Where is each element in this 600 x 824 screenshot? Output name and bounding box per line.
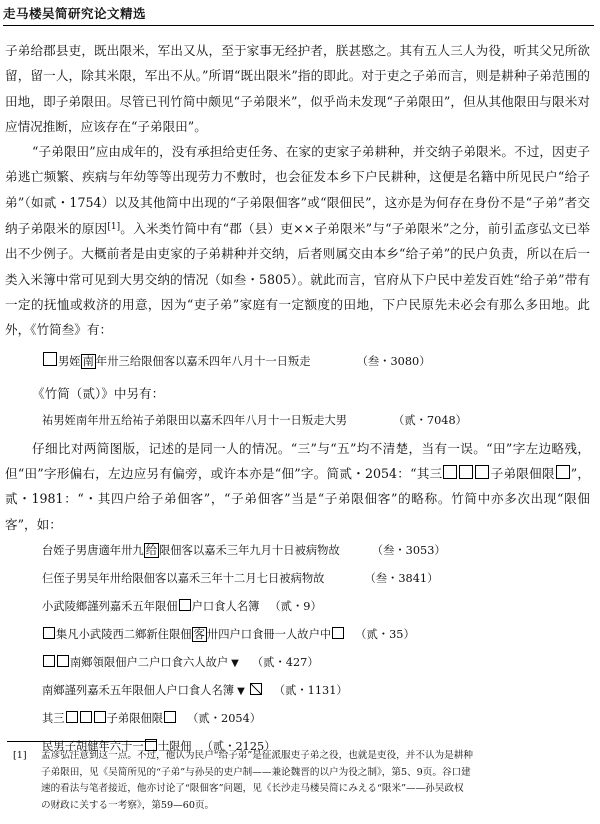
text-line: 子弟给郡县吏，既出限米，军出又从，至于家事无经护者，朕甚愍之。其有五人三人为役，听其 [5,43,540,58]
slip-reference: （贰・427） [251,656,319,670]
missing-char-box [57,655,69,667]
footnote-line: 孟彦弘注意到这一点。不过，他认为民户“给子弟”是征派服吏子弟之役，也就是吏役，并不认为是耕种 [41,750,473,761]
header-rule [3,25,594,26]
slip-text: 南鄉謹列嘉禾五年限佃人户口食人名簿 [42,684,235,698]
text-line: 子弟限佃限 [490,466,555,482]
footnote-marker[interactable]: [1] [107,222,121,233]
intro-line: 《竹简（贰）》中另有： [32,385,165,401]
missing-char-box [332,627,344,639]
text-line: 况（如叁・5805）。就此而言，官府从下户民中差发百姓“给子弟”带有一定的抚恤或救济的用 [5,271,590,312]
paragraph [5,436,590,537]
slip-text: 子弟限佃限 [106,712,164,726]
missing-char-box [443,465,457,479]
uncertain-char: 南 [82,354,94,368]
paragraph [5,139,590,342]
text-line: 是为何存在身份不是“子弟”者交纳子弟限米的原因 [5,194,590,237]
text-line: ”，贰・1981：“・其四户给子弟佃客”，“子弟佃客”当是“子弟限佃客”的略称。 [5,466,590,507]
slip-reference: （贰・9） [269,600,322,614]
text-line: “子弟限田”应由成年的，没有承担给吏任务、在家的吏家子弟耕种，并交纳子弟限米。不 [32,144,527,160]
slip-reference: （叁・3080） [356,354,431,368]
slip-text: 限佃客以嘉禾三年九月十日被病物故 [159,544,340,558]
footnote [5,748,588,814]
missing-char-box [459,465,473,479]
footnote-line: 速的看法与笔者接近，他亦讨论了“限佃客”问题，见《长沙走马楼吴简にみえる“限米”——孙吴政权 [41,783,464,794]
footnote-line: の财政に关する一考察》，第59—60页。 [41,799,215,811]
missing-char-box [179,599,191,611]
slip-text: 士限佃 [157,740,192,754]
missing-char-box [164,711,176,723]
slip-reference: （贰・7048） [393,413,467,427]
text-line: 叁》有： [61,322,113,338]
slip-text: 集凡小武陵西二鄉新住限佃 [56,628,192,642]
text-line: 父兄所欲留，留一人，除其米限，军出不从。”所谓“既出限米”指的即此。对于吏之子弟而言， [5,43,591,84]
slip-reference: （叁・3841） [364,572,439,586]
uncertain-char: 给 [145,544,157,558]
slip-text: 其三 [42,712,65,726]
missing-char-box [43,352,57,366]
slip-text: 小武陵鄉謹列嘉禾五年限佃 [42,600,178,614]
footnote-line: 子弟限田，见《吴简所见的“子弟”与孙吴的吏户制——兼论魏晋的以户为役之制》，第5、9页。谷口建 [41,766,471,778]
text-line: 。入米类竹简中有“郡（县）吏××子 [120,221,328,237]
slip-text: 男姪 [58,354,81,368]
quoted-slip [5,649,590,677]
text-line: 左边略残，但“田”字形偏右，左边应另有偏旁，或许本亦是“佃”字。简贰・2054：“其三 [5,440,590,482]
missing-char-box [43,627,55,639]
slip-text: 卅四户口食冊一人故户中 [206,628,332,642]
slip-text: 年卅三给限佃客以嘉禾四年八月十一日叛走 [95,354,311,368]
missing-char-box [66,711,78,723]
quoted-slip [5,537,590,565]
text-line: 过，因吏子弟逃亡频繁、疾病与年幼等等出现劳力不敷时，也会征发本乡下户民耕种，这便是名 [5,144,590,185]
quoted-slip [5,593,590,621]
running-header: 走马楼吴简研究论文精选 [3,6,147,21]
missing-char-box [556,465,570,479]
slip-text: 民男子胡健年六十一 [42,740,144,754]
slip-text: 户口食人名簿 [191,600,260,614]
text-line: 弟限米”与“子弟限米”之分，前引孟彦弘文已举出不少例子。大概前者是由吏家的子弟耕种并 [5,221,591,262]
slip-reference: （贰・2054） [187,712,262,726]
quoted-slip [5,705,590,733]
slip-text: 南鄉領限佃户二户口食六人故户 [70,656,229,670]
missing-char-box [475,465,489,479]
quoted-slip [5,621,590,649]
triangle-mark-icon: ▼ [231,658,239,670]
text-line: 竹简中亦多次出现“限佃客”，如： [5,491,590,532]
text-line: 交纳，后者则属交由本乡“给子弟”的民户负责，所以在后一类入米簿中常可见到大男交纳的情 [5,246,590,287]
quoted-slip [5,343,590,381]
slip-reference: （贰・2125） [201,740,276,754]
triangle-mark-icon: ▼ [237,686,245,698]
missing-char-box [94,711,106,723]
text-line: 弟限田”，但从其他限田与限米对应情况推断，应该存在“子弟限田”。 [5,93,590,134]
footnote-rule [7,741,157,742]
slip-reference: （贰・35） [355,628,415,642]
uncertain-char: 客 [193,628,205,642]
slip-reference: （贰・1131） [273,684,348,698]
missing-char-box [80,711,92,723]
text-line: 籍中所见民户“给子弟”（如贰・1754）以及其他简中出现的“子弟限佃客”或“限佃民”，这亦 [5,169,590,210]
slip-text: 仨侄子男吴年卅给限佃客以嘉禾三年十二月七日被病物故 [42,572,325,586]
slip-text: 祐男姪南年卅五给祐子弟限田以嘉禾四年八月十一日叛走大男 [42,413,348,427]
quoted-slip [5,677,590,705]
missing-char-box [43,655,55,667]
quoted-slip [5,406,590,436]
text-line: 仔细比对两简图版，记述的是同一人的情况。“三”与“五”均不清楚，当有一误。“田”字 [32,440,526,456]
paragraph [5,38,590,139]
footnote-number: [1] [13,750,27,761]
slip-text: 台姪子男唐適年卅九 [42,544,144,558]
main-text [5,38,590,761]
slip-reference: （叁・3053） [371,544,446,558]
quoted-slip [5,565,590,593]
text-line: 则是耕种子弟范围的田地，即子弟限田。尽管已刊竹简中颇见“子弟限米”，似乎尚未发现“子 [5,68,591,109]
text-line: 意，因为“吏子弟”家庭有一定额度的田地，下户民原先未必会有那么多田地。此外，《竹简 [5,296,590,338]
crossed-box-icon [250,683,262,695]
